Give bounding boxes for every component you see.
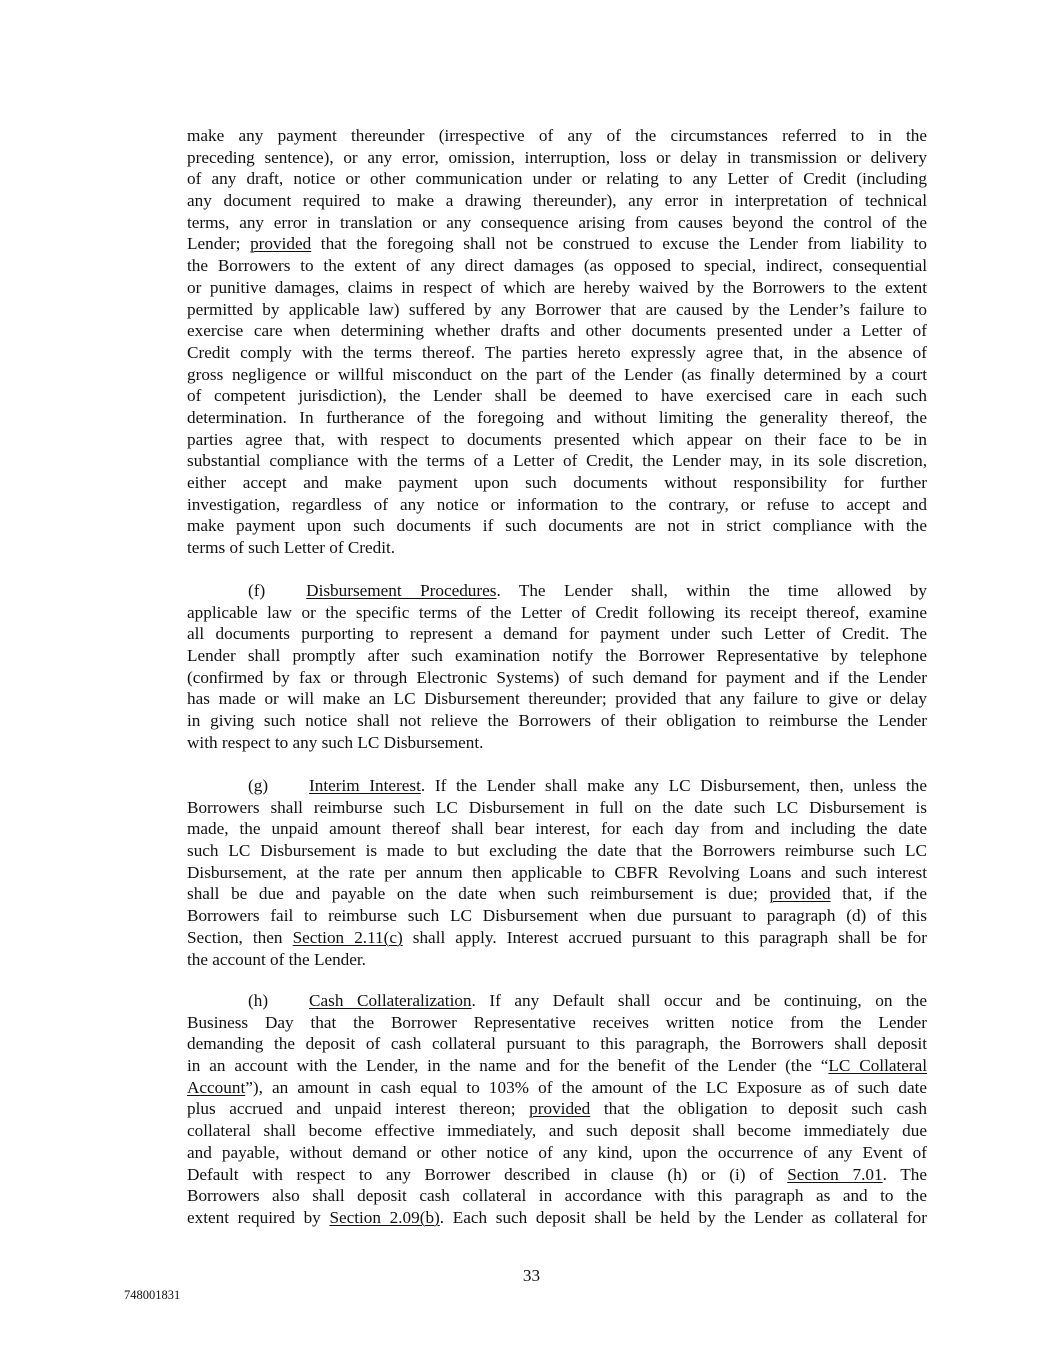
text-line [187, 125, 927, 147]
text-segment: determination. In furtherance of the foregoing and without limiting the generality thereof, the [187, 407, 927, 427]
text-segment: . Each such deposit shall be held by the Lender as collateral for [439, 1207, 927, 1227]
text-line [187, 645, 927, 667]
section-first-line-text: . The Lender shall, within the time allowed by [496, 581, 927, 600]
text-segment: preceding sentence), or any error, omission, interruption, loss or delay in transmission or delivery [187, 147, 927, 167]
text-segment: (confirmed by fax or through Electronic Systems) of such demand for payment and if the Lender [187, 667, 927, 687]
text-line [187, 1185, 927, 1207]
text-segment: make payment upon such documents if such documents are not in strict compliance with the [187, 516, 927, 536]
section-heading: Cash Collateralization [309, 991, 472, 1010]
underlined-term: Section 2.11(c) [292, 927, 403, 947]
section-first-line [187, 580, 927, 602]
page-number: 33 [522, 1266, 541, 1285]
text-segment: that the foregoing shall not be construed to excuse the Lender from liability to [311, 234, 927, 254]
underlined-term: provided [529, 1099, 591, 1119]
text-line [187, 688, 927, 710]
text-segment: has made or will make an LC Disbursement thereunder; provided that any failure to give or delay [187, 689, 927, 709]
section-h-cash-collateralization [187, 990, 927, 1229]
text-segment: the Borrowers to the extent of any direct damages (as opposed to special, indirect, consequential [187, 256, 927, 276]
text-line [187, 147, 927, 169]
text-line [187, 797, 927, 819]
text-segment: either accept and make payment upon such documents without responsibility for further [187, 473, 927, 492]
text-line [187, 342, 927, 364]
section-label: (f) [248, 581, 266, 600]
text-segment: and payable, without demand or other notice of any kind, upon the occurrence of any Event of [187, 1142, 927, 1162]
text-segment: terms of such Letter of Credit. [187, 538, 396, 558]
text-line [187, 862, 927, 884]
text-line [187, 494, 927, 516]
text-line [187, 255, 927, 277]
text-segment: exercise care when determining whether drafts and other documents presented under a Letter of [187, 321, 927, 341]
text-segment: Section, then [187, 927, 293, 947]
text-segment: or punitive damages, claims in respect of which are hereby waived by the Borrowers to the extent [187, 277, 927, 297]
underlined-term: Section 7.01 [787, 1164, 883, 1184]
text-line [187, 1077, 927, 1099]
text-segment: applicable law or the specific terms of the Letter of Credit following its receipt thereof, examine [187, 602, 927, 622]
text-segment: in an account with the Lender, in the name and for the benefit of the Lender (the “ [187, 1056, 829, 1076]
text-segment: Lender shall promptly after such examination notify the Borrower Representative by telephone [187, 646, 927, 666]
section-label: (g) [248, 776, 269, 795]
text-line [187, 364, 927, 386]
text-segment: . The [882, 1164, 928, 1184]
text-line [187, 905, 927, 927]
text-segment: Credit comply with the terms thereof. The parties hereto expressly agree that, in the absence of [187, 342, 927, 362]
text-line [187, 949, 927, 971]
text-segment: made, the unpaid amount thereof shall bear interest, for each day from and including the date [187, 819, 927, 839]
text-line [187, 190, 927, 212]
text-segment: ”), an amount in cash equal to 103% of the amount of the LC Exposure as of such date [245, 1077, 927, 1097]
text-segment: the account of the Lender. [187, 949, 366, 969]
text-segment: gross negligence or willful misconduct on the part of the Lender (as finally determined by a court [187, 364, 927, 384]
text-segment: substantial compliance with the terms of a Letter of Credit, the Lender may, in its sole discretion, [187, 451, 927, 471]
text-segment: extent required by [187, 1207, 330, 1227]
text-line [187, 429, 927, 451]
text-line [187, 883, 927, 905]
text-segment: Disbursement, at the rate per annum then applicable to CBFR Revolving Loans and such interest [187, 862, 927, 882]
text-segment: demanding the deposit of cash collateral pursuant to this paragraph, the Borrowers shall deposit [187, 1034, 927, 1054]
text-line [187, 1120, 927, 1142]
underlined-term: LC Collateral [828, 1056, 928, 1076]
text-segment: Borrowers fail to reimburse such LC Disbursement when due pursuant to paragraph (d) of this [187, 906, 927, 926]
section-g-interim-interest [187, 775, 927, 970]
text-segment: parties agree that, with respect to documents presented which appear on their face to be in [187, 429, 927, 449]
text-segment: collateral shall become effective immediately, and such deposit shall become immediately due [187, 1121, 927, 1141]
text-line [187, 450, 927, 472]
text-line [187, 537, 927, 559]
text-line [187, 1142, 927, 1164]
text-segment: shall be due and payable on the date when such reimbursement is due; [187, 884, 770, 904]
text-line [187, 320, 927, 342]
text-segment: Borrowers also shall deposit cash collateral in accordance with this paragraph as and to the [187, 1186, 927, 1206]
text-segment: that, if the [830, 884, 927, 904]
section-first-line [187, 990, 927, 1012]
section-label: (h) [248, 991, 269, 1010]
text-segment: plus accrued and unpaid interest thereon; [187, 1099, 530, 1119]
section-heading: Interim Interest [309, 776, 421, 795]
text-line [187, 602, 927, 624]
section-first-line-text: . If the Lender shall make any LC Disbursement, then, unless the [420, 776, 927, 795]
text-segment: Business Day that the Borrower Representative receives written notice from the Lender [187, 1012, 927, 1032]
text-line [187, 1055, 927, 1077]
text-line [187, 840, 927, 862]
section-heading: Disbursement Procedures [306, 581, 497, 600]
text-line [187, 927, 927, 949]
text-line [187, 515, 927, 537]
text-segment: of any draft, notice or other communication under or relating to any Letter of Credit (including [187, 169, 927, 189]
text-line [187, 385, 927, 407]
section-first-line-text: . If any Default shall occur and be continuing, on the [471, 991, 927, 1010]
text-line [187, 168, 927, 190]
section-first-line [187, 775, 927, 797]
text-line [187, 732, 927, 754]
underlined-term: provided [769, 884, 831, 904]
text-line [187, 472, 927, 494]
text-segment: make any payment thereunder (irrespective of any of the circumstances referred to in the [187, 126, 927, 145]
text-segment: all documents purporting to represent a demand for payment under such Letter of Credit. The [187, 624, 927, 644]
text-segment: Borrowers shall reimburse such LC Disbursement in full on the date such LC Disbursement is [187, 797, 927, 817]
text-segment: that the obligation to deposit such cash [590, 1099, 927, 1119]
text-line [187, 233, 927, 255]
text-line [187, 710, 927, 732]
paragraph-continued [187, 125, 927, 559]
text-segment: of competent jurisdiction), the Lender shall be deemed to have exercised care in each such [187, 386, 927, 406]
text-line [187, 1012, 927, 1034]
text-segment: Default with respect to any Borrower described in clause (h) or (i) of [187, 1164, 788, 1184]
text-segment: shall apply. Interest accrued pursuant to this paragraph shall be for [402, 927, 927, 947]
text-segment: any document required to make a drawing thereunder), any error in interpretation of technical [187, 191, 927, 211]
text-line [187, 1098, 927, 1120]
text-line [187, 818, 927, 840]
text-line [187, 667, 927, 689]
text-segment: terms, any error in translation or any consequence arising from causes beyond the control of the [187, 212, 927, 232]
text-segment: with respect to any such LC Disbursement. [187, 732, 484, 752]
text-line [187, 407, 927, 429]
text-segment: such LC Disbursement is made to but excluding the date that the Borrowers reimburse such LC [187, 841, 927, 861]
text-line [187, 1164, 927, 1186]
text-line [187, 1207, 927, 1229]
underlined-term: Account [187, 1077, 246, 1097]
text-segment: investigation, regardless of any notice or information to the contrary, or refuse to accept and [187, 494, 927, 514]
text-segment: Lender; [187, 234, 251, 254]
text-line [187, 212, 927, 234]
text-line [187, 1033, 927, 1055]
underlined-term: provided [250, 234, 312, 254]
section-f-disbursement-procedures [187, 580, 927, 754]
text-segment: permitted by applicable law) suffered by any Borrower that are caused by the Lender’s failure to [187, 299, 927, 319]
document-id: 748001831 [124, 1288, 181, 1302]
underlined-term: Section 2.09(b) [329, 1207, 440, 1227]
text-segment: in giving such notice shall not relieve the Borrowers of their obligation to reimburse the Lender [187, 711, 927, 731]
text-line [187, 277, 927, 299]
text-line [187, 623, 927, 645]
text-line [187, 299, 927, 321]
